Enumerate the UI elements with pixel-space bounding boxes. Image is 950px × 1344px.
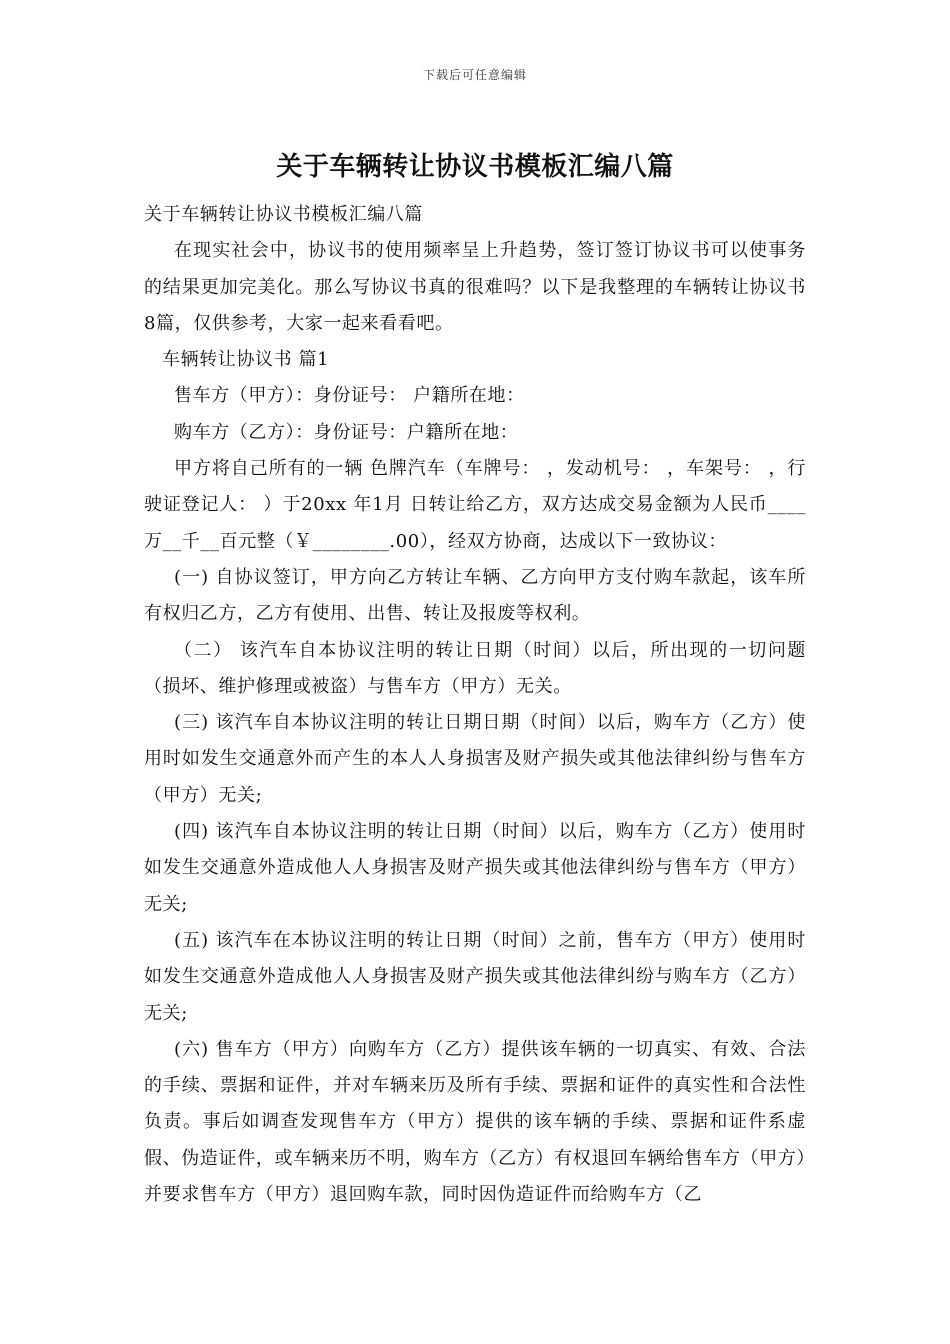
clause-4: (四) 该汽车自本协议注明的转让日期（时间）以后，购车方（乙方）使用时如发生交通意外造成他人人身损害及财产损失或其他法律纠纷与售车方（甲方）无关; [144,821,806,915]
seller-info-line: 售车方（甲方）：身份证号： 户籍所在地： [174,385,525,407]
clause-2: （二） 该汽车自本协议注明的转让日期（时间）以后，所出现的一切问题（损坏、维护修理或被盗）与售车方（甲方）无关。 [144,639,806,697]
buyer-info-line: 购车方（乙方）：身份证号：户籍所在地： [174,421,519,443]
section-heading: 车辆转让协议书 篇1 [162,349,330,371]
clause-5: (五) 该汽车在本协议注明的转让日期（时间）之前，售车方（甲方）使用时如发生交通意外造成他人人身损害及财产损失或其他法律纠纷与购车方（乙方）无关; [144,929,806,1024]
document-title: 关于车辆转让协议书模板汇编八篇 [276,152,674,182]
transfer-paragraph: 甲方将自己所有的一辆 色牌汽车（车牌号： ，发动机号： ，车架号： ，行驶证登记人： ）于20xx 年1月 日转让给乙方，双方达成交易金额为人民币____万__千__百元整（￥________.00），经双方协商，达成以下一致协议： [144,458,806,552]
document-subtitle: 关于车辆转让协议书模板汇编八篇 [144,204,423,225]
document-body [144,197,806,1213]
clause-1: (一) 自协议签订，甲方向乙方转让车辆、乙方向甲方支付购车款起，该车所有权归乙方，乙方有使用、出售、转让及报废等权利。 [144,566,806,625]
page-header-note: 下载后可任意编辑 [422,68,527,82]
intro-paragraph: 在现实社会中，协议书的使用频率呈上升趋势，签订签订协议书可以使事务的结果更加完美化。那么写协议书真的很难吗？以下是我整理的车辆转让协议书8篇，仅供参考，大家一起来看看吧。 [144,240,806,334]
clause-3: (三) 该汽车自本协议注明的转让日期日期（时间）以后，购车方（乙方）使用时如发生交通意外而产生的本人人身损害及财产损失或其他法律纠纷与售车方（甲方）无关; [144,712,806,806]
clause-6: (六) 售车方（甲方）向购车方（乙方）提供该车辆的一切真实、有效、合法的手续、票据和证件，并对车辆来历及所有手续、票据和证件的真实性和合法性负责。事后如调查发现售车方（甲方）提供的该车辆的手续、票据和证件系虚假、伪造证件，或车辆来历不明，购车方（乙方）有权退回车辆给售车方（甲方）并要求售车方（甲方）退回购车款，同时因伪造证件而给购车方（乙 [144,1038,806,1206]
